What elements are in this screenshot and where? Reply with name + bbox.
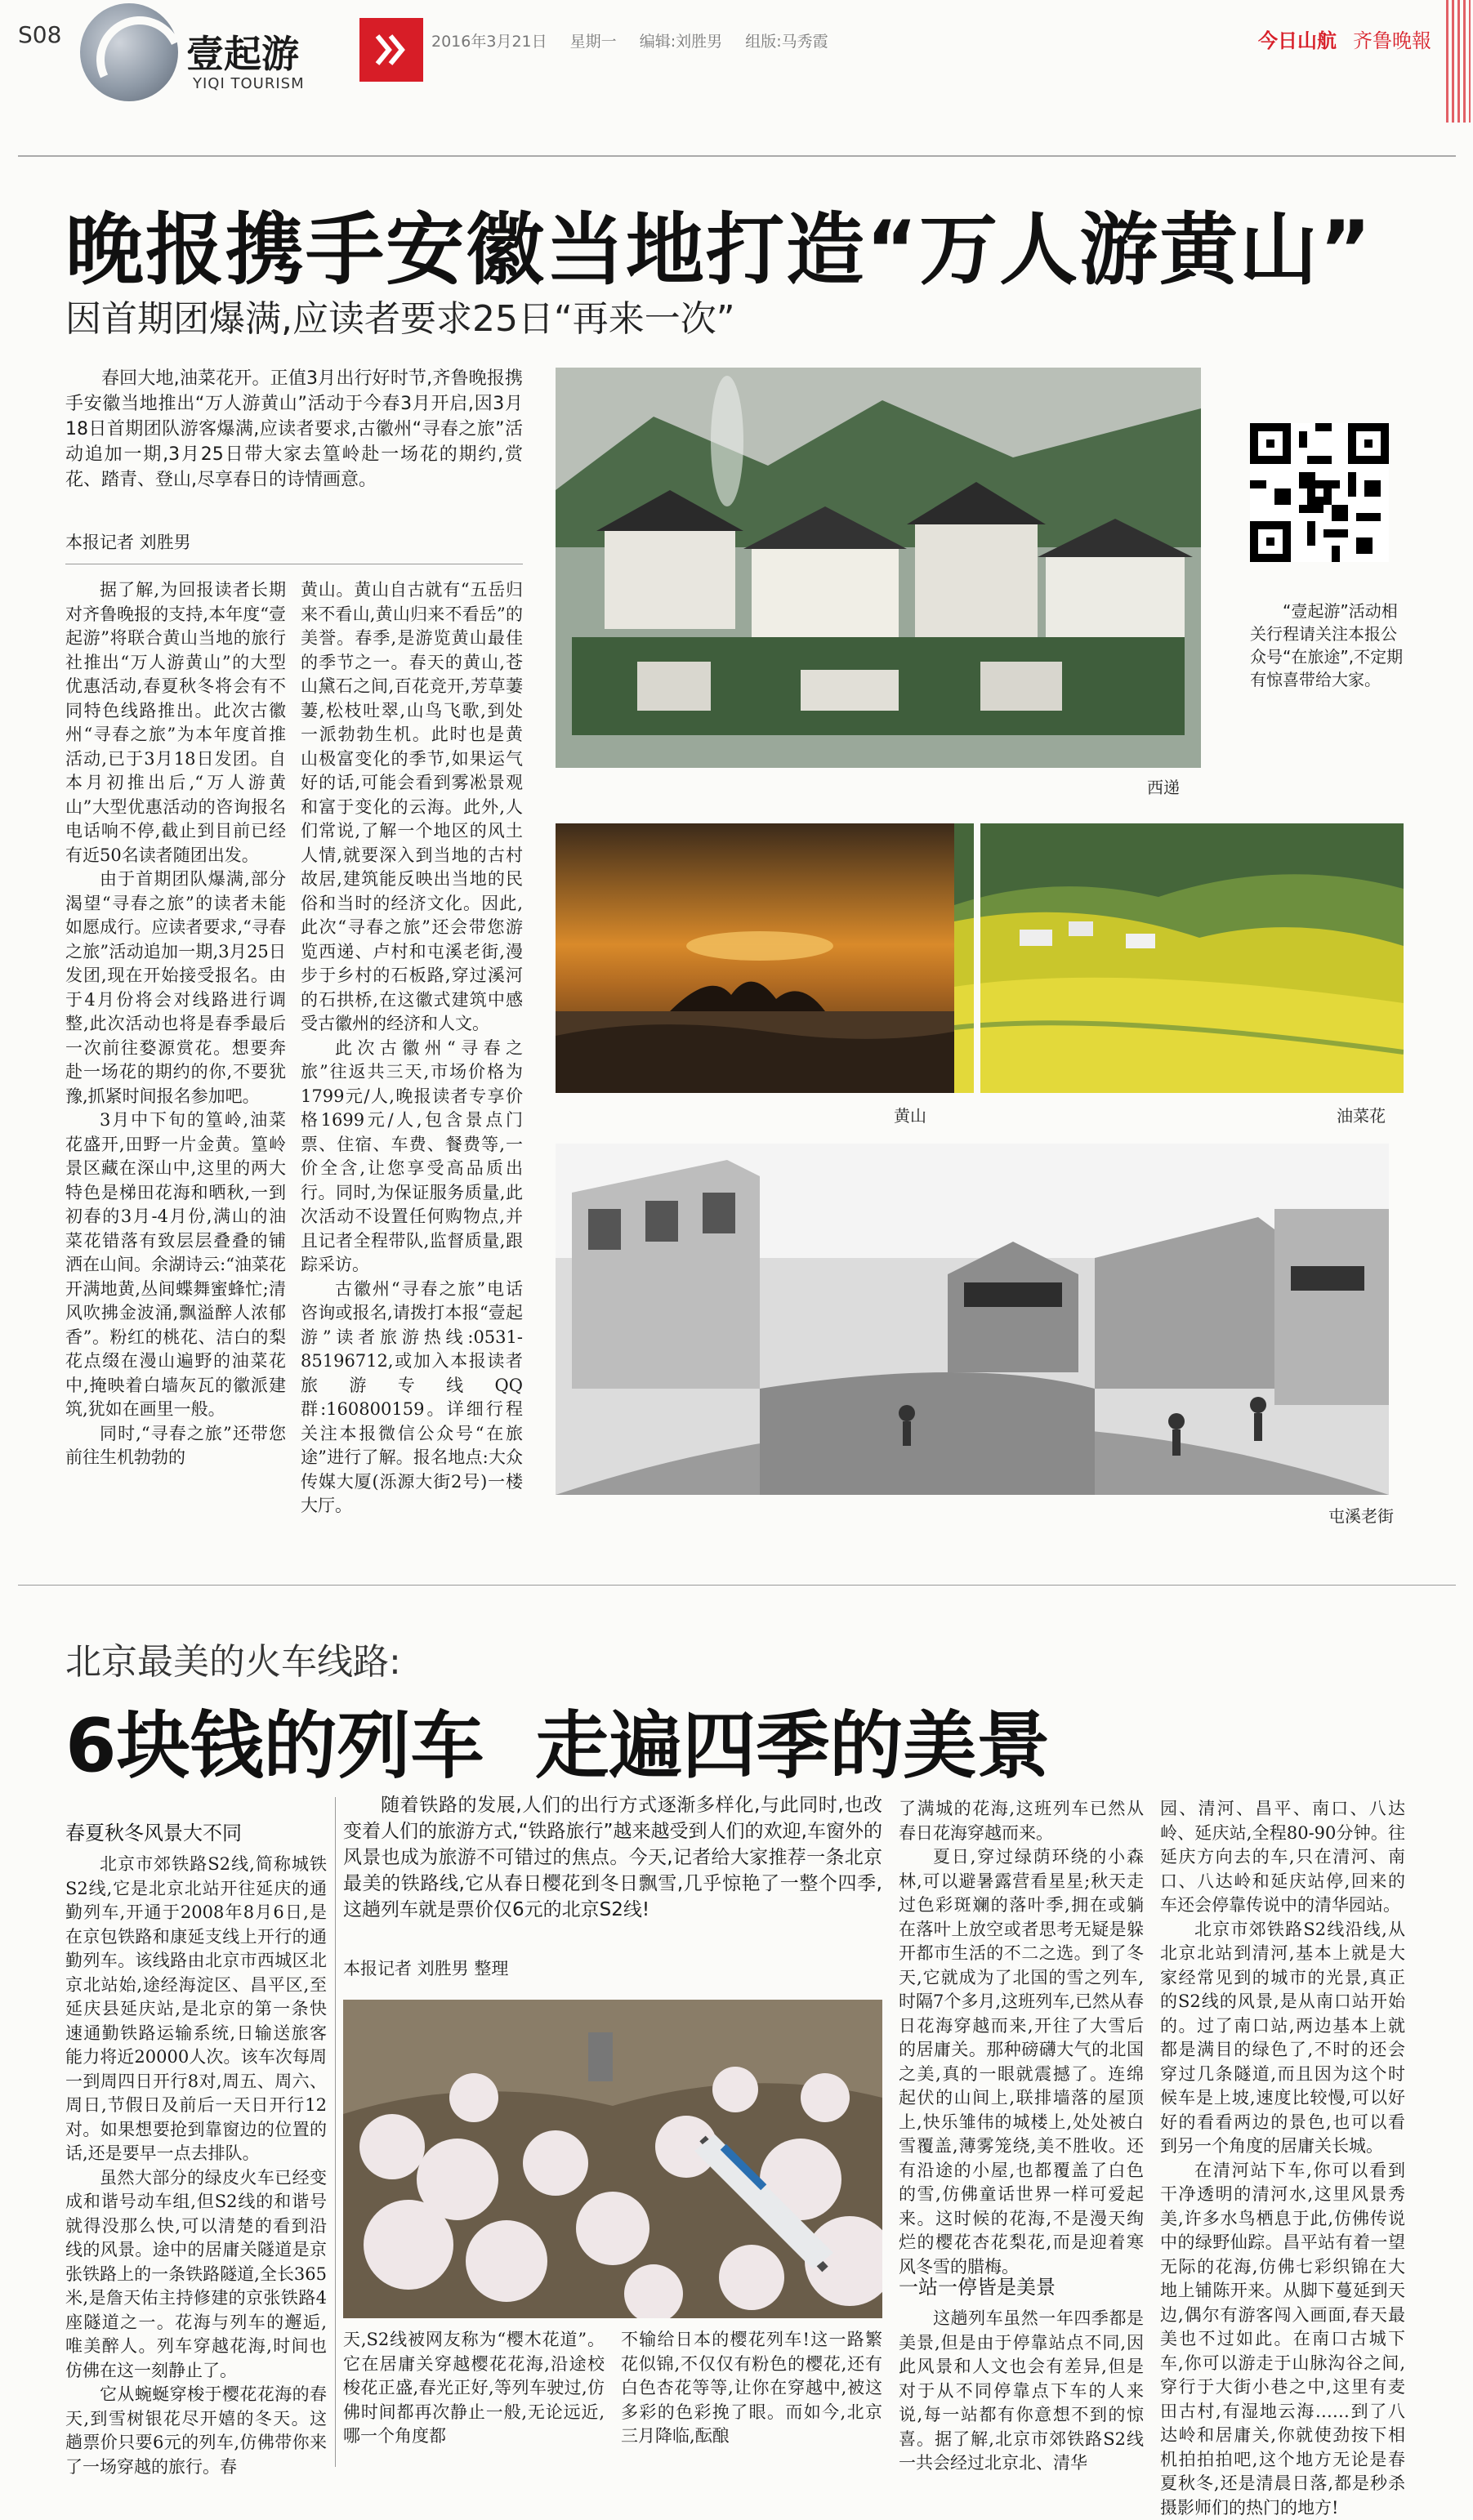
paragraph: 了满城的花海,这班列车已然从春日花海穿越而来。 (899, 1797, 1144, 1845)
page-header (0, 0, 1473, 155)
rape-flower-photo (954, 823, 1404, 1093)
column-divider (335, 1797, 336, 2467)
section-rule (18, 1585, 1456, 1586)
paragraph: 北京市郊铁路S2线沿线,从北京北站到清河,基本上就是大家经常见到的城市的光景,真正的S2线的风景,是从南口站开始的。过了南口站,两边基本上就都是满目的绿色了,不时的还会穿过几条隧道,而且因为这个时候车是上坡,速度比较慢,可以好好的看看两边的景色,也可以看到另一个角度的居庸关长城。 (1160, 1918, 1405, 2159)
issue-meta (431, 29, 846, 51)
caption-tunxi: 屯溪老街 (1328, 1503, 1394, 1527)
article2-column-3 (621, 2328, 882, 2449)
qr-caption: “壹起游”活动相关行程请关注本报公众号“在旅途”,不定期有惊喜带给大家。 (1250, 600, 1405, 691)
article1-lead: 春回大地,油菜花开。正值3月出行好时节,齐鲁晚报携手安徽当地推出“万人游黄山”活动于今春3月开启,因3月18日首期团队游客爆满,应读者要求,古徽州“寻春之旅”活动追加一期,3月25日带大家去篁岭赴一场花的期约,赏花、踏青、登山,尽享春日的诗情画意。 (65, 366, 523, 493)
paragraph: 这趟列车虽然一年四季都是美景,但是由于停靠站点不同,因此风景和人文也会有差异,但是对于从不同停靠点下车的人来说,每一站都有你意想不到的惊喜。据了解,北京市郊铁路S2线一共会经过北京北、清华 (899, 2307, 1144, 2476)
paper-name: 齐鲁晚報 (1353, 29, 1431, 52)
article2-column-4b (899, 2307, 1144, 2476)
paragraph: 在清河站下车,你可以看到干净透明的清河水,这里风景秀美,许多水鸟栖息于此,仿佛传说中的绿野仙踪。昌平站有着一望无际的花海,仿佛七彩织锦在大地上铺陈开来。从脚下蔓延到天边,偶尔有游客闯入画面,春天最美也不过如此。在南口古城下车,你可以游走于山脉沟谷之间,穿行于大街小巷之中,这里有麦田古村,有湿地云海……到了八达岭和居庸关,你就使劲按下相机拍拍拍吧,这个地方无论是春夏秋冬,还是清晨日落,都是秒杀摄影师们的热门的地方! (1160, 2159, 1405, 2520)
brand-english: YIQI TOURISM (193, 75, 305, 92)
paragraph: 据了解,为回报读者长期对齐鲁晚报的支持,本年度“壹起游”将联合黄山当地的旅行社推出“万人游黄山”的大型优惠活动,春夏秋冬将会有不同特色线路推出。此次古徽州“寻春之旅”为本年度首推活动,已于3月18日发团。自本月初推出后,“万人游黄山”大型优惠活动的咨询报名电话响不停,截止到目前已经有近50名读者随团出发。 (65, 578, 286, 868)
top-rule (18, 155, 1456, 157)
paragraph: 北京市郊铁路S2线,简称城铁S2线,它是北京北站开往延庆的通勤列车,开通于2008年8月6日,是在京包铁路和康延支线上开行的通勤列车。该线路由北京市西城区北京北站始,途经海淀区、昌平区,至延庆县延庆站,是北京的第一条快速通勤铁路运输系统,日输送旅客能力将近20000人次。该车次每周一到周四日开行8对,周五、周六、周日,节假日及前后一天日开行12对。如果想要抢到靠窗边的位置的话,还是要早一点去排队。 (65, 1853, 327, 2166)
double-arrow-icon (359, 18, 423, 82)
huangshan-photo (556, 823, 974, 1093)
paragraph: 它从蜿蜒穿梭于樱花花海的春天,到雪树银花尽开嬉的冬天。这趟票价只要6元的列车,仿佛带你来了一场穿越的旅行。春 (65, 2383, 327, 2479)
article2-title: 6块钱的列车 走遍四季的美景 (65, 1686, 1050, 1792)
caption-rape-flower: 油菜花 (1337, 1103, 1386, 1126)
article1-column-1 (65, 578, 286, 1470)
issue-date: 2016年3月21日 (431, 33, 547, 51)
section-label (1258, 25, 1431, 53)
train-cherry-blossom-photo (343, 2000, 882, 2318)
paragraph: 3月中下旬的篁岭,油菜花盛开,田野一片金黄。篁岭景区藏在深山中,这里的两大特色是梯田花海和晒秋,一到初春的3月-4月份,满山的油菜花错落有致层层叠叠的铺洒在山间。余湖诗云:“油菜花开满地黄,丛间蝶舞蜜蜂忙;清风吹拂金波涌,飘溢醉人浓郁香”。粉红的桃花、洁白的梨花点缀在漫山遍野的油菜花中,掩映着白墙灰瓦的徽派建筑,犹如在画里一般。 (65, 1108, 286, 1422)
paragraph: 此次古徽州“寻春之旅”往返共三天,市场价格为1799元/人,晚报读者专享价格1699元/人,包含景点门票、住宿、车费、餐费等,一价全含,让您享受高品质出行。同时,为保证服务质量,此次活动不设置任何购物点,并且记者全程带队,监督质量,跟踪采访。 (301, 1037, 523, 1278)
xidi-photo (556, 368, 1201, 768)
paragraph: 黄山。黄山自古就有“五岳归来不看山,黄山归来不看岳”的美誉。春季,是游览黄山最佳的季节之一。春天的黄山,苍山黛石之间,百花竞开,芳草萋萋,松枝吐翠,山鸟飞歌,到处一派勃勃生机。此时也是黄山极富变化的季节,如果运气好的话,可能会看到雾凇景观和富于变化的云海。此外,人们常说,了解一个地区的风土人情,就要深入到当地的古村故居,建筑能反映出当地的民俗和当时的经济文化。因此,此次“寻春之旅”还会带您游览西递、卢村和屯溪老街,漫步于乡村的石板路,穿过溪河的石拱桥,在这徽式建筑中感受古徽州的经济和人文。 (301, 578, 523, 1037)
caption-xidi: 西递 (1147, 774, 1180, 798)
layout-editor: 组版:马秀霞 (745, 33, 828, 51)
paragraph: 虽然大部分的绿皮火车已经变成和谐号动车组,但S2线的和谐号就得没那么快,可以清楚的看到沿线的风景。途中的居庸关隧道是京张铁路上的一条铁路隧道,全长365米,是詹天佑主持修建的京张铁路4座隧道之一。花海与列车的邂逅,唯美醉人。列车穿越花海,时间也仿佛在这一刻静止了。 (65, 2166, 327, 2384)
article1-title: 晚报携手安徽当地打造“万人游黄山” (65, 188, 1373, 300)
paragraph: 园、清河、昌平、南口、八达岭、延庆站,全程80-90分钟。往延庆方向去的车,只在清河、南口、八达岭和延庆站停,回来的车还会停靠传说中的清华园站。 (1160, 1797, 1405, 1918)
qr-code-icon (1250, 423, 1389, 562)
paragraph: 由于首期团队爆满,部分渴望“寻春之旅”的读者未能如愿成行。应读者要求,“寻春之旅”活动追加一期,3月25日发团,现在开始接受报名。由于4月份将会对线路进行调整,此次活动也将是春季最后一次前往婺源赏花。想要奔赴一场花的期约的你,不要犹豫,抓紧时间报名参加吧。 (65, 868, 286, 1108)
photo-gap (974, 823, 980, 1093)
article2-column-5 (1160, 1797, 1405, 2520)
issue-weekday: 星期一 (570, 33, 617, 51)
paragraph: 古徽州“寻春之旅”电话咨询或报名,请拨打本报“壹起游”读者旅游热线:0531-85196712,或加入本报读者旅游专线QQ群:160800159。详细行程关注本报微信公众号“在旅途”进行了解。报名地点:大众传媒大厦(泺源大街2号)一楼大厅。 (301, 1278, 523, 1519)
paragraph: 夏日,穿过绿荫环绕的小森林,可以避暑露营看星星;秋天走过色彩斑斓的落叶季,拥在或躺在落叶上放空或者思考无疑是躲开都市生活的不二之选。到了冬天,它就成为了北国的雪之列车,时隔7个多月,这班列车,已然从春日花海穿越而来,开往了大雪后的居庸关。那种磅礴大气的北国之美,真的一眼就震撼了。连绵起伏的山间上,联排墙落的屋顶上,快乐雏伟的城楼上,处处被白雪覆盖,薄雾笼绕,美不胜收。还有沿途的小屋,也都覆盖了白色的雪,仿佛童话世界一样可爱起来。这时候的花海,不是漫天绚烂的樱花杏花梨花,而是迎着寒风冬雪的腊梅。 (899, 1845, 1144, 2279)
edge-stripes (1446, 0, 1471, 123)
tunxi-street-photo (556, 1144, 1389, 1495)
caption-huangshan: 黄山 (894, 1103, 926, 1126)
editor: 编辑:刘胜男 (640, 33, 722, 51)
article2-lead: 随着铁路的发展,人们的出行方式逐渐多样化,与此同时,也改变着人们的旅游方式,“铁路旅行”越来越受到人们的欢迎,车窗外的风景也成为旅游不可错过的焦点。今天,记者给大家推荐一条北京最美的铁路线,它从春日樱花到冬日飘雪,几乎惊艳了一整个四季,这趟列车就是票价仅6元的北京S2线! (343, 1792, 882, 1923)
section-name: 今日山航 (1258, 29, 1337, 52)
article2-column-1 (65, 1853, 327, 2479)
article1-byline: 本报记者 刘胜男 (65, 529, 191, 554)
article2-byline: 本报记者 刘胜男 整理 (343, 1956, 508, 1980)
article2-subhead-2: 一站一停皆是美景 (899, 2271, 1056, 2299)
page-number: S08 (18, 21, 61, 48)
article2-kicker: 北京最美的火车线路: (65, 1632, 401, 1684)
article2-column-4 (899, 1797, 1144, 2279)
article2-subhead-1: 春夏秋冬风景大不同 (65, 1817, 242, 1845)
paragraph: 天,S2线被网友称为“樱木花道”。它在居庸关穿越樱花花海,沿途校梭花正盛,春光正好,等列车驶过,仿佛时间都再次静止一般,无论远近,哪一个角度都 (343, 2328, 605, 2449)
article1-subtitle: 因首期团爆满,应读者要求25日“再来一次” (65, 289, 735, 341)
paragraph: 同时,“寻春之旅”还带您前往生机勃勃的 (65, 1422, 286, 1470)
brand-name: 壹起游 (186, 25, 299, 78)
article1-column-2 (301, 578, 523, 1519)
paragraph: 不输给日本的樱花列车!这一路繁花似锦,不仅仅有粉色的樱花,还有白色杏花等等,让你在穿越中,被这多彩的色彩挽了眼。而如今,北京三月降临,酝酿 (621, 2328, 882, 2449)
article2-column-2 (343, 2328, 605, 2449)
